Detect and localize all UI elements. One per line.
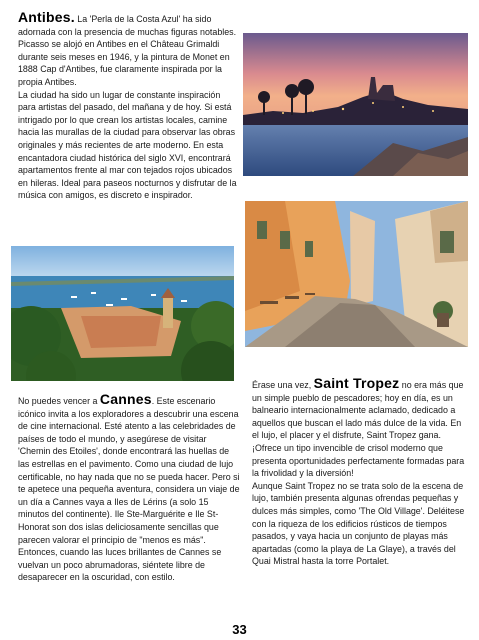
- saint-tropez-street-photo: [245, 201, 468, 347]
- antibes-sunset-photo: [243, 33, 468, 176]
- cannes-body: . Este escenario icónico invita a los exploradores a descubrir una escena de cine internacional. Esté atento a las celebridades de países de todo el mundo, y asegúrese de visitar 'Chemin des Etoiles', donde encontrará las huellas de las estrellas en el pavimento. Como una ciudad de lujo certificable, no hay nada que no se pueda hacer. Pero si te apetece una pequeña aventura, considera un viaje de un día a Cannes vaya a Iles de Lérins (a solo 15 minutos del continente). Ile Ste-Marguérite e Ile St-Honorat son dos islas deliciosamente sencillas que parecen valorar el principio de "menos es más". Entonces, cuando las luces brillantes de Cannes se vuelvan un poco abrumadoras, siéntete libre de desaparecer en la oscuridad, con estilo.: [18, 396, 240, 583]
- cannes-article: [18, 393, 240, 584]
- saint-tropez-intro: Érase una vez,: [252, 380, 314, 390]
- cannes-heading: Cannes: [99, 391, 152, 407]
- antibes-heading: Antibes.: [18, 9, 75, 25]
- saint-tropez-article: [252, 377, 468, 568]
- page-number: 33: [232, 622, 247, 637]
- saint-tropez-heading: Saint Tropez: [313, 375, 400, 391]
- saint-tropez-paragraph-1: [252, 377, 468, 480]
- saint-tropez-paragraph-1-text: no era más que un simple pueblo de pescadores; hoy en día, es un balneario internacionalmente aclamado, dedicado a aquellos que buscan el lado más dulce de la vida. En el lujo, el placer y el disfrute, Saint Tropez gana. ¡Ofrece un tipo invencible de crisol moderno que presenta oportunidades perfectamente formadas para la frivolidad y la diversión!: [252, 380, 465, 479]
- saint-tropez-paragraph-2: Aunque Saint Tropez no se trata solo de la escena de lujo, también presenta algunas ofrendas pequeñas y dulces más simples, como 'The Old Village'. Deléitese con la riqueza de los edificios rústicos de tiempos pasados, y vaya hacia un conjunto de playas más apartadas (como la playa de La Glaye), a través del Quai Mistral hasta la torre Portalet.: [252, 480, 465, 567]
- antibes-paragraph-1-text: La 'Perla de la Costa Azul' ha sido adornada con la presencia de muchas figuras notables. Picasso se alojó en Antibes en el Château Grimaldi durante seis meses en 1946, y la pintura de Monet en 1888 Cap d'Antibes, fue claramente inspirada por la propia Antibes.: [18, 14, 237, 87]
- antibes-paragraph-2: La ciudad ha sido un lugar de constante inspiración para artistas del pasado, del mañana y de hoy. Si está intrigado por lo que crean los artistas locales, camine hacia las murallas de la ciudad para observar las obras originales y más recientes de arte moderno. En esta encantadora ciudad histórica del siglo XVI, encontrará apartamentos frente al mar con tejados rojos ubicados en hileras. Ideal para paseos nocturnos y disfrutar de la música con amigos, es discreto e inspirador.: [18, 89, 237, 201]
- saint-tropez-harbour-photo: [11, 246, 234, 381]
- antibes-paragraph-1: [18, 11, 240, 89]
- antibes-article: [18, 11, 240, 202]
- cannes-intro: No puedes vencer a: [18, 396, 100, 406]
